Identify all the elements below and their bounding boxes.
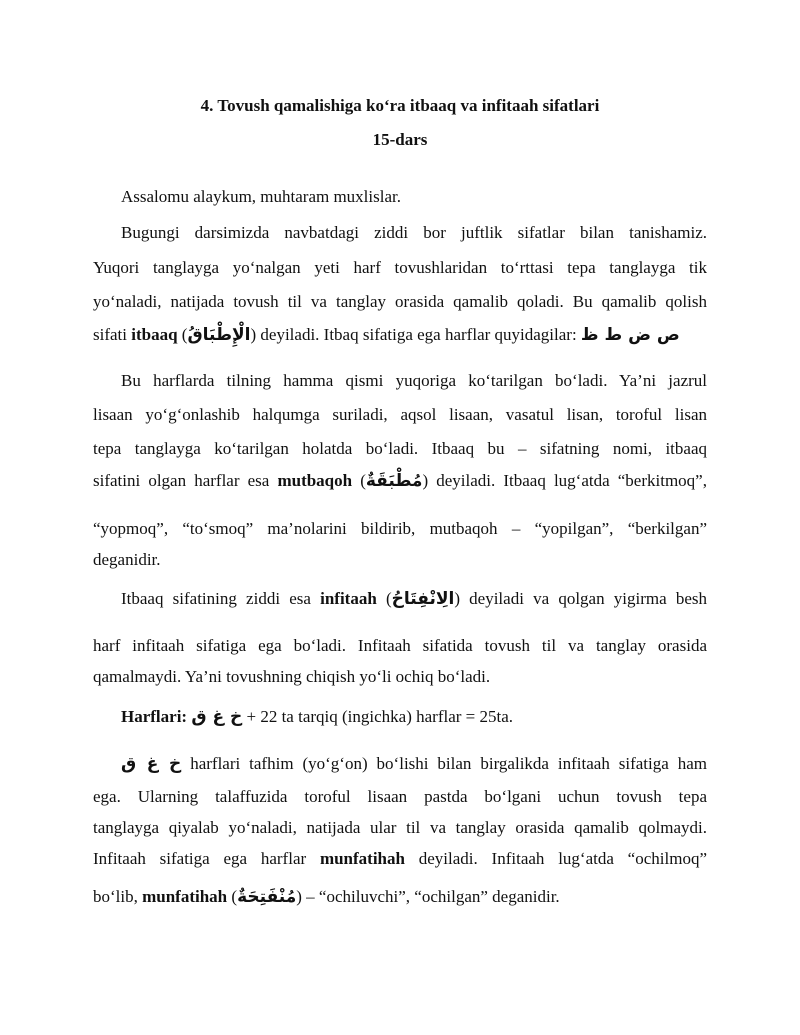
text-line: sifati itbaaq (الْإِطْبَاقُ) deyiladi. Itbaq sifatiga ega harflar quyidagilar: ص ض ط ظ bbox=[93, 325, 680, 345]
arabic-letters: ص ض ط ظ bbox=[580, 325, 680, 345]
text-line: “yopmoq”, “to‘smoq” ma’nolarini bildirib, mutbaqoh – “yopilgan”, “berkilgan” bbox=[93, 519, 707, 538]
text-line: ega. Ularning talaffuzida toroful lisaan pastda bo‘lgani uchun tovush tepa bbox=[93, 787, 707, 806]
text-line: deganidir. bbox=[93, 550, 161, 569]
term-infitaah: infitaah bbox=[320, 589, 377, 608]
text-line: خ غ ق harflari tafhim (yo‘g‘on) bo‘lishi bilan birgalikda infitaah sifatiga ham bbox=[121, 754, 707, 774]
text-line: lisaan yo‘g‘onlashib halqumga suriladi, aqsol lisaan, vasatul lisan, toroful lisan bbox=[93, 405, 707, 424]
arabic-term: مُطْبَقَةٌ bbox=[365, 471, 423, 491]
term-munfatihah: munfatihah bbox=[319, 849, 405, 868]
text-line: Bugungi darsimizda navbatdagi ziddi bor juftlik sifatlar bilan tanishamiz. bbox=[121, 223, 707, 242]
text-line: qamalmaydi. Ya’ni tovushning chiqish yo‘li ochiq bo‘ladi. bbox=[93, 667, 491, 686]
text-line: Bu harflarda tilning hamma qismi yuqoriga ko‘tarilgan bo‘ladi. Ya’ni jazrul bbox=[121, 371, 707, 390]
term-itbaaq: itbaaq bbox=[131, 325, 178, 344]
term-mutbaqoh: mutbaqoh bbox=[277, 471, 353, 490]
text-line: bo‘lib, munfatihah (مُنْفَتِحَةٌ) – “ochiluvchi”, “ochilgan” deganidir. bbox=[93, 887, 560, 907]
text-line: Yuqori tanglayga yo‘nalgan yeti harf tovushlaridan to‘rttasi tepa tanglayga tik bbox=[93, 258, 707, 277]
arabic-term: مُنْفَتِحَةٌ bbox=[237, 887, 297, 907]
text-line: sifatini olgan harflar esa mutbaqoh (مُطْبَقَةٌ) deyiladi. Itbaaq lug‘atda “berkitmoq”, bbox=[93, 471, 707, 491]
arabic-term: الِانْفِتَاحُ bbox=[391, 589, 455, 609]
arabic-letters: خ غ ق bbox=[121, 754, 182, 774]
text-line: tepa tanglayga ko‘tarilgan holatda bo‘ladi. Itbaaq bu – sifatning nomi, itbaaq bbox=[93, 439, 707, 458]
text-line: tanglayga qiyalab yo‘naladi, natijada ular til va tanglay orasida qamalib qolmaydi. bbox=[93, 818, 707, 837]
document-title: 4. Tovush qamalishiga ko‘ra itbaaq va infitaah sifatlari bbox=[200, 96, 600, 115]
arabic-term: الْإِطْبَاقُ bbox=[187, 325, 251, 345]
term-munfatihah: munfatihah bbox=[142, 887, 228, 906]
document-subtitle: 15-dars bbox=[372, 130, 428, 149]
text-line: harf infitaah sifatiga ega bo‘ladi. Infitaah sifatida tovush til va tanglay orasida bbox=[93, 636, 707, 655]
text-line: Infitaah sifatiga ega harflar munfatihah deyiladi. Infitaah lug‘atda “ochilmoq” bbox=[93, 849, 707, 868]
text-line: Itbaaq sifatining ziddi esa infitaah (الِانْفِتَاحُ) deyiladi va qolgan yigirma besh bbox=[121, 589, 707, 609]
label-harflari: Harflari: bbox=[121, 707, 188, 726]
text-line: Harflari: خ غ ق + 22 ta tarqiq (ingichka) harflar = 25ta. bbox=[121, 707, 514, 727]
text-line: Assalomu alaykum, muhtaram muxlislar. bbox=[121, 187, 401, 206]
text-line: yo‘naladi, natijada tovush til va tanglay orasida qamalib qoladi. Bu qamalib qolish bbox=[93, 292, 707, 311]
arabic-letters: خ غ ق bbox=[191, 707, 243, 727]
